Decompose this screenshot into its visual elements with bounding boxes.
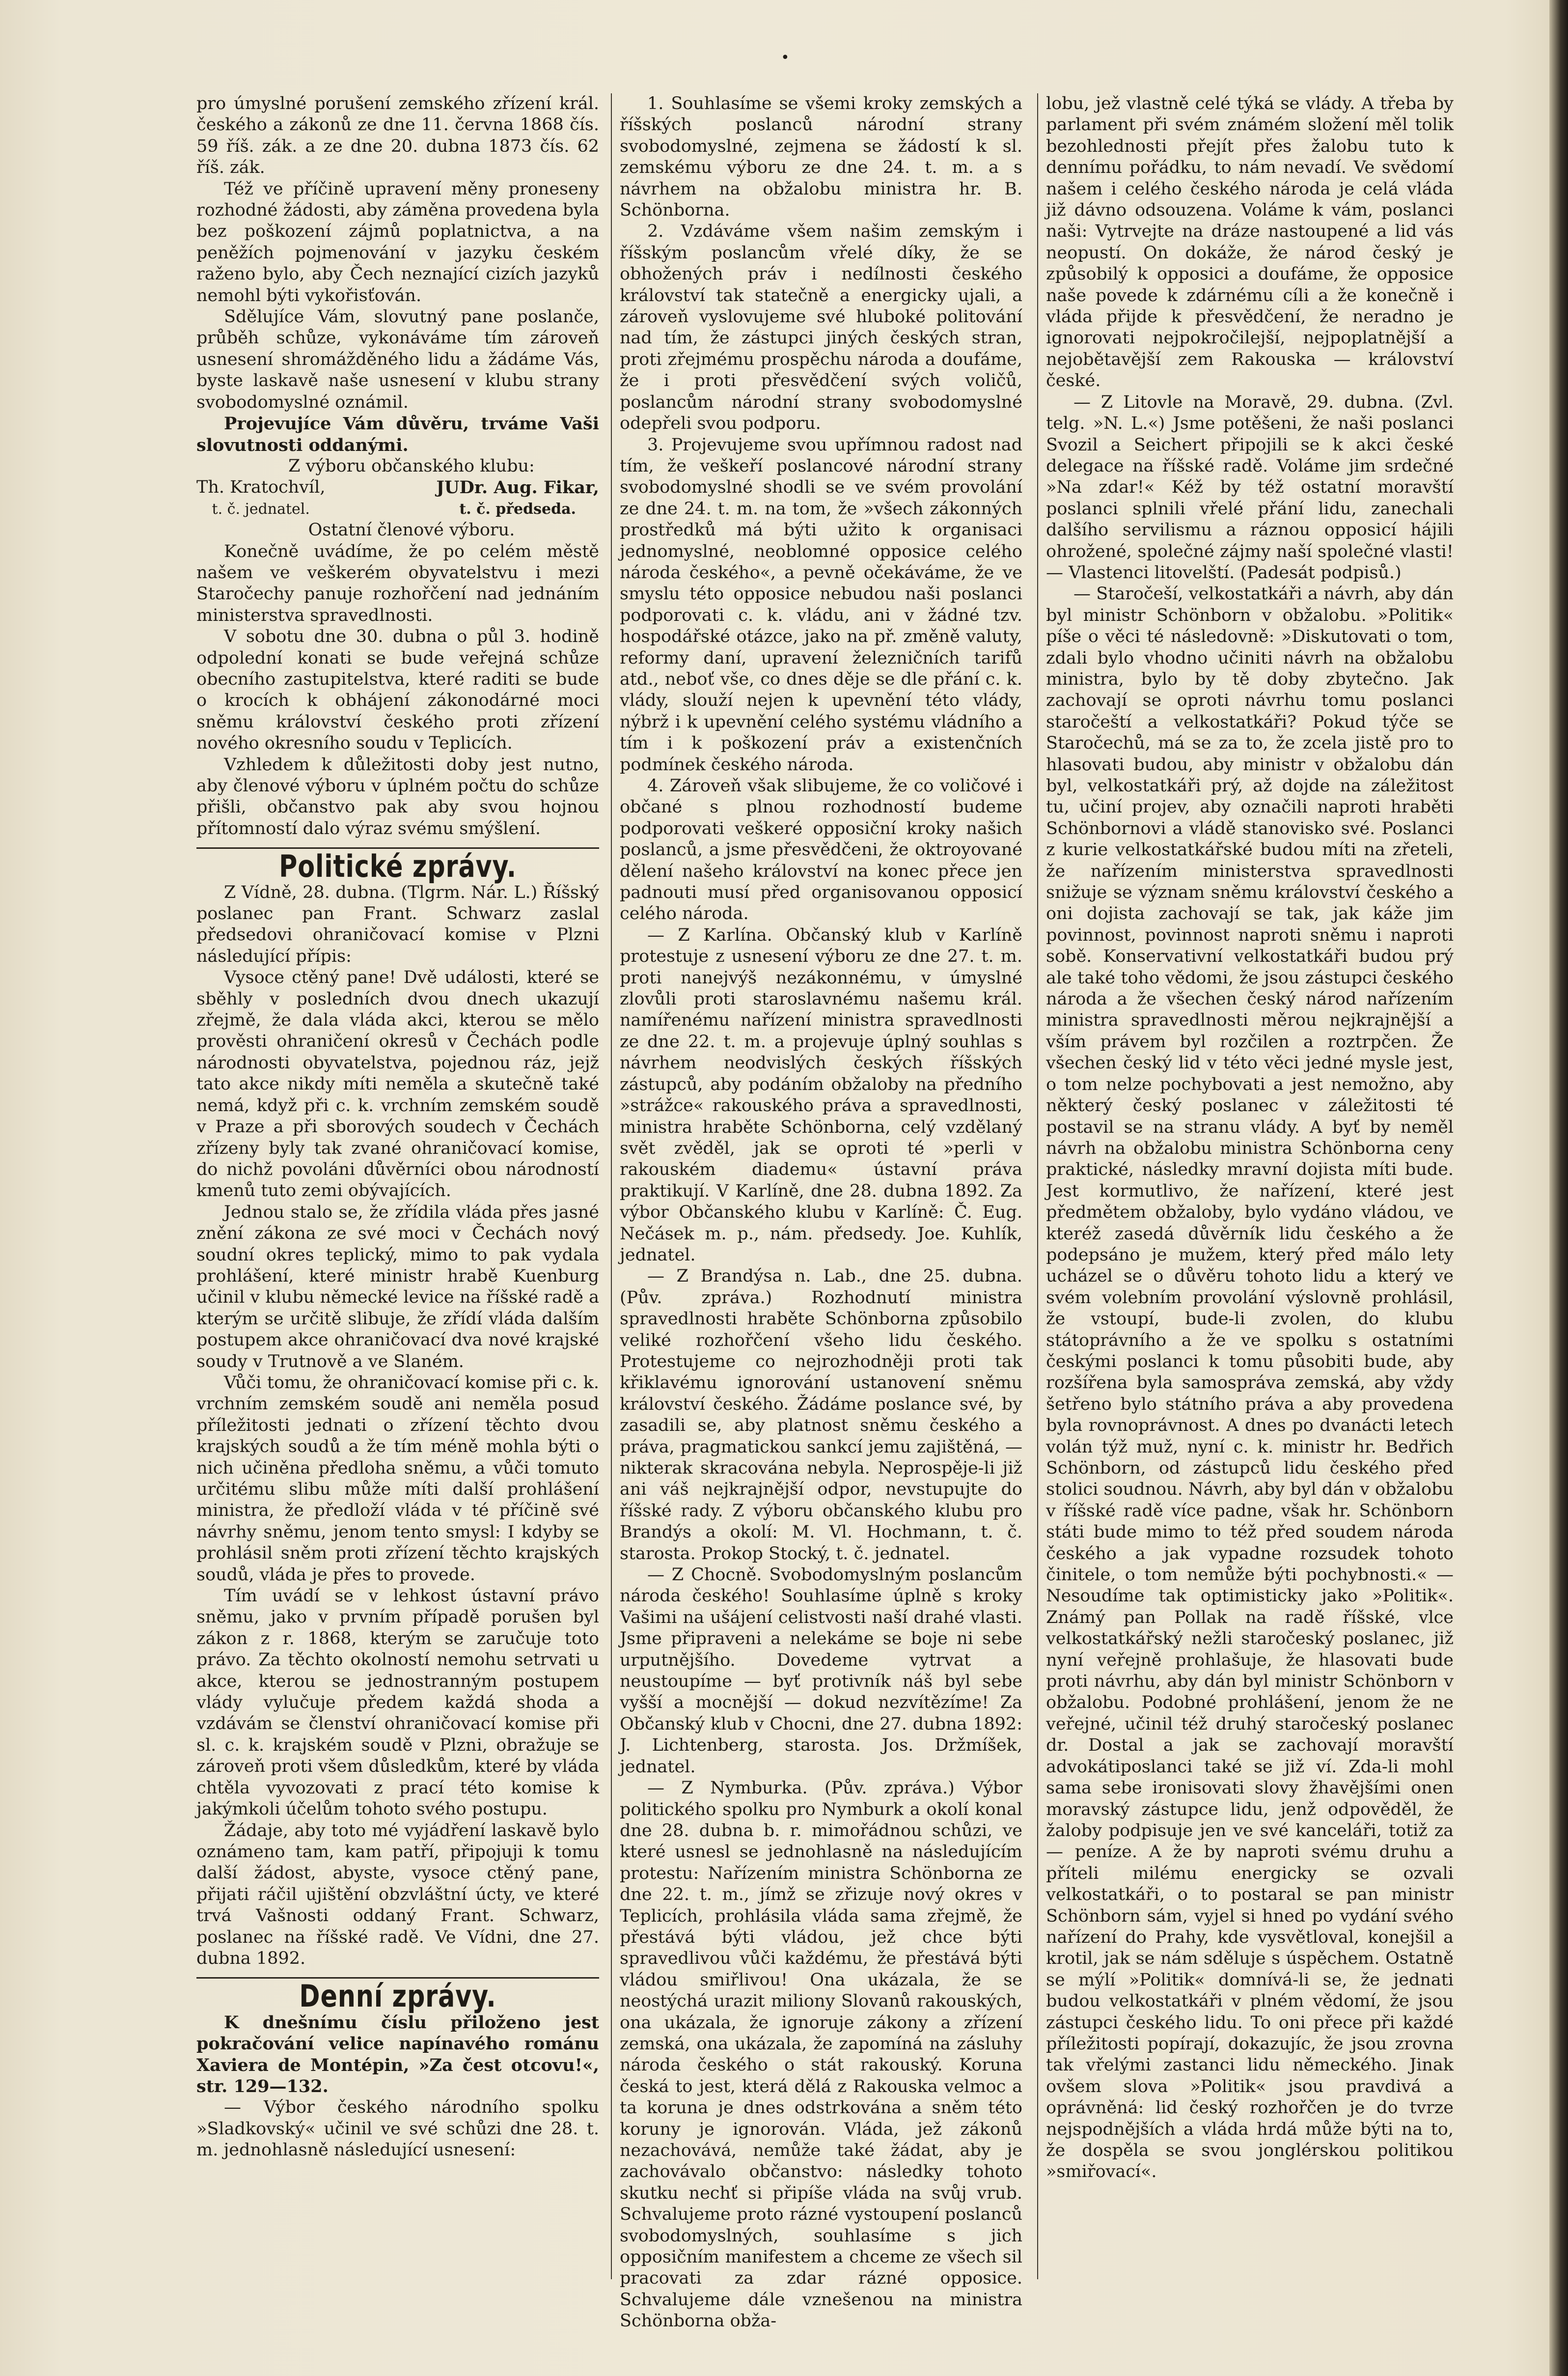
- column-rule: [1037, 93, 1038, 2279]
- article-text: Též ve příčině upravení měny proneseny rozhodné žádosti, aby záměna provedena byla bez poškození zájmů poplatnictva, a na peněžích pojmenování v jazyku českém raženo bylo, aby Čech neznající cizích jazyků nemohl býti vykořisťován.: [196, 179, 599, 306]
- signer-name: Th. Kratochvíl,: [196, 477, 326, 498]
- article-text: pro úmyslné porušení zemského zřízení král. českého a zákonů ze dne 11. června 1868 čís. 59 říš. zák. a ze dne 20. dubna 1873 čís. 62 říš. zák.: [196, 94, 599, 178]
- column-1: [196, 93, 599, 2161]
- article-text: Ostatní členové výboru.: [308, 520, 515, 540]
- article-text: — Staročeší, velkostatkáři a návrh, aby dán byl ministr Schönborn v obžalobu. »Politik« píše o věci té následovně: »Diskutovati o tom, zdali bylo vhodno učiniti návrh na obžalobu ministra, bylo by tě doby zbytečno. Jak zachovají se oproti návrhu tomu poslanci staročeští a velkostatkáři? Pokud týče se Staročechů, má se za to, že zcela jistě pro to hlasovati budou, aby ministr v obžalobu dán byl, velkostatkáři prý, až dojde na záležitost tu, učiní projev, aby označili naproti hraběti Schönbornovi a vládě stanovisko své. Poslanci z kurie velkostatkářské budou míti na zřeteli, že nařízením ministerstva spravedlnosti snižuje se význam sněmu království českého a oni dojista zachovají se tak, jak káže jim povinnost, povinnost naproti sněmu i naproti sobě. Konservativní velkostatkáři budou prý ale také toho vědomi, že jsou zástupci českého národa a že všechen český národ nařízením ministra spravedlnosti měrou nejkrajnější a vším právem byl rozčilen a roztrpčen. Že všechen český lid v této věci jedné mysle jest, o tom nelze pochybovati a jest nemožno, aby některý český poslanec v záležitosti té postavil se na stranu vlády. A byť by neměl návrh na obžalobu ministra Schönborna ceny praktické, následky mravní dojista míti bude. Jest kormutlivo, že nařízení, které jest předmětem obžaloby, bylo vydáno vládou, ve kteréž zasedá důvěrník lidu českého a že podepsáno je mužem, který před málo lety ucházel se o důvěru tohoto lidu a který ve svém volebním provolání výslovně prohlásil, že vstoupí, bude-li zvolen, do klubu státoprávního a že ve spolku s ostatními českými poslanci k tomu působiti bude, aby rozšířena byla samospráva zemská, aby vždy šetřeno bylo státního práva a aby provedena byla rovnoprávnost. A dnes po dvanácti letech volán týž muž, nyní c. k. ministr hr. Bedřich Schönborn, od zástupců lidu českého před stolici soudnou. Návrh, aby byl dán v obžalobu v říšské radě více padne, však hr. Schönborn státi bude mimo to též před soudem národa českého a jak vypadne rozsudek tohoto činitele, o tom nemůže býti pochybnosti.« — Nesoudíme tak optimisticky jako »Politik«. Známý pan Pollak na radě říšské, vlce velkostatkářský nežli staročeský poslanec, již nyní veřejně prohlašuje, že hlasovati bude proti návrhu, aby dán byl ministr Schönborn v obžalobu. Podobné prohlášení, jenom že ne veřejné, učinil též druhý staročeský poslanec dr. Dostal a jak se zachovají moravští advokátiposlanci také se již ví. Zda-li mohl sama sebe ironisovati slovy žhavějšími onen moravský zástupce lidu, jenž odpověděl, že žaloby podpisuje jen ve své kanceláři, totiž za — peníze. A že by naproti svému druhu a příteli milému energicky se ozvali velkostatkáři, o to postaral se pan ministr Schönborn sám, vyjel si hned po vydání svého nařízení do Prahy, kde vysvětloval, konejšil a krotil, jak se nám sděluje s úspěchem. Ostatně se mýlí »Politik« domnívá-li se, že jednati budou velkostatkáři v plném vědomí, že jsou zástupci českého lidu. To oni přece při každé příležitosti popírají, dokazujíc, že jsou zrovna tak vřelými zastanci lidu německého. Jinak ovšem slova »Politik« jsou pravdivá a oprávněná: lid český rozhořčen je do tvrze nejspodnějších a vláda hrdá může býti na to, že dospěla se svou jonglérskou politikou »smiřovací«.: [1046, 584, 1454, 2182]
- article-text: K dnešnímu číslu přiloženo jest pokračování velice napínavého románu Xaviera de Montépin, »Za čest otcovu!«, str. 129—132.: [196, 2012, 599, 2096]
- article-text: — Z Brandýsa n. Lab., dne 25. dubna. (Pův. zpráva.) Rozhodnutí ministra spravedlnosti hraběte Schönborna způsobilo veliké rozhořčení všeho lidu českého. Protestujeme co nejrozhodněji proti tak křiklavému ignorování ustanovení sněmu království českého. Žádáme poslance své, by zasadili se, aby platnost sněmu českého a práva, pragmatickou sankcí jemu zajištěná, — nikterak skracována nebyla. Neprospěje-li již ani váš nejkrajnější odpor, nevstupujte do říšské rady. Z výboru občanského klubu pro Brandýs a okolí: M. Vl. Hochmann, t. č. starosta. Prokop Stocký, t. č. jednatel.: [620, 1266, 1022, 1564]
- article-text: Konečně uvádíme, že po celém městě našem ve veškerém obyvatelstvu i mezi Staročechy panuje rozhořčení nad jednáním ministerstva spravedlnosti.: [196, 541, 599, 625]
- article-text: — Výbor českého národního spolku »Sladkovský« učinil ve své schůzi dne 28. t. m. jednohlasně následující usnesení:: [196, 2097, 599, 2160]
- article-text: Vůči tomu, že ohraničovací komise při c. k. vrchním zemském soudě ani neměla posud příležitosti jednati o zřízení těchto dvou krajských soudů a že tím méně mohla býti o nich učiněna předloha sněmu, a vůči tomuto určitému slibu může míti další prohlášení ministra, že předloží vláda v té příčině své návrhy sněmu, jenom tento smysl: I kdyby se prohlásil sněm proti zřízení těchto krajských soudů, vláda je přes to provede.: [196, 1372, 599, 1585]
- column-rule: [611, 93, 612, 2279]
- article-text: — Z Karlína. Občanský klub v Karlíně protestuje z usnesení výboru ze dne 27. t. m. proti nanejvýš nezákonnému, v úmyslné zlovůli proti staroslavnému našemu král. namířenému nařízení ministra spravedlnosti ze dne 22. t. m. a projevuje úplný souhlas s návrhem neodvislých českých říšských zástupců, aby podáním obžaloby na předního »strážce« rakouského práva a spravedlnosti, ministra hraběte Schönborna, celý vzdělaný svět zvěděl, jak se oproti té »perli v rakouském diademu« ústavní práva praktikují. V Karlíně, dne 28. dubna 1892. Za výbor Občanského klubu v Karlíně: Č. Eug. Nečásek m. p., nám. předsedy. Joe. Kuhlík, jednatel.: [620, 925, 1022, 1265]
- signer-name: JUDr. Aug. Fikar,: [436, 477, 599, 498]
- column-2: [620, 93, 1022, 2332]
- page-mark: •: [781, 49, 790, 66]
- scan-edge: [1549, 0, 1568, 2376]
- article-text: — Z Nymburka. (Pův. zpráva.) Výbor politického spolku pro Nymburk a okolí konal dne 28. dubna b. r. mimořádnou schůzi, ve které usnesl se jednohlasně na následujícím protestu: Nařízením ministra Schönborna ze dne 22. t. m., jímž se zřizuje nový okres v Teplicích, prohlásila vláda sama zřejmě, že přestává býti vládou, jež chce býti spravedlivou vůči každému, že přestává býti vládou smiřlivou! Ona ukázala, že se neostýchá urazit miliony Slovanů rakouských, ona ukázala, že ignoruje zákony a zřízení zemská, ona ukázala, že zapomíná na zásluhy národa českého o stát rakouský. Koruna česká to jest, která dělá z Rakouska velmoc a ta koruna je dnes odstrkována a sněm této koruny je ignorován. Vláda, jež zákonů nezachovává, nemůže také žádat, aby je zachovávalo občanstvo: následky tohoto skutku nechť si připíše vláda na svůj vrub. Schvalujeme proto rázné vystoupení poslanců svobodomyslných, souhlasíme s jich opposičním manifestem a chceme ze všech sil pracovati za zdar rázné opposice. Schvalujeme dále vznešenou na ministra Schönborna obža-: [620, 1778, 1022, 2331]
- article-text: Žádaje, aby toto mé vyjádření laskavě bylo oznámeno tam, kam patří, připojuji k tomu další žádost, abyste, vysoce ctěný pane, přijati ráčil ujištění obzvláštní úcty, ve které trvá Vašnosti oddaný Frant. Schwarz, poslanec na říšské radě. Ve Vídni, dne 27. dubna 1892.: [196, 1820, 599, 1968]
- article-text: Projevujíce Vám důvěru, trváme Vaši slovutnosti oddanými.: [196, 414, 599, 455]
- article-text: Vysoce ctěný pane! Dvě události, které se sběhly v posledních dvou dnech ukazují zřejmě, že dala vláda akci, kterou se mělo prověsti ohraničení okresů v Čechách podle národnosti obyvatelstva, pojednou ráz, jejž tato akce nikdy míti neměla a skutečně také nemá, když při c. k. vrchním zemském soudě v Praze a při sborových soudech v Čechách zřízeny byly tak zvané ohraničovací komise, do nichž povoláni důvěrníci obou národností kmenů tuto zemi obývajících.: [196, 968, 599, 1201]
- article-text: Jednou stalo se, že zřídila vláda přes jasné znění zákona ze své moci v Čechách nový soudní okres teplický, mimo to pak vydala prohlášení, které ministr hrabě Kuenburg učinil v klubu německé levice na říšské radě a kterým se určitě slibuje, že zřídí vláda dalším postupem akce ohraničovací dva nové krajské soudy v Trutnově a ve Slaném.: [196, 1202, 599, 1371]
- section-heading: Denní zprávy.: [299, 1978, 496, 2014]
- article-text: 1. Souhlasíme se všemi kroky zemských a říšských poslanců národní strany svobodomyslné, zejmena se žádostí k sl. zemskému výboru ze dne 24. t. m. a s návrhem na obžalobu ministra hr. B. Schönborna.: [620, 94, 1022, 221]
- article-text: 2. Vzdáváme všem našim zemským i říšským poslancům vřelé díky, že se obhožených práv i nedílnosti českého království tak statečně a energicky ujali, a zároveň vyslovujeme své hluboké politování nad tím, že zástupci jiných českých stran, proti zřejmému prospěchu národa a doufáme, že i proti přesvědčení svých voličů, poslancům národní strany svobodomyslné odepřeli svou podporu.: [620, 222, 1022, 434]
- section-heading: Politické zprávy.: [279, 848, 517, 885]
- article-text: lobu, jež vlastně celé týká se vlády. A třeba by parlament při svém známém složení měl tolik bezohlednosti přejít přes žalobu tuto k dennímu pořádku, to nám nevadí. Ve svědomí našem i celého českého národa je celá vláda již dávno odsouzena. Voláme k vám, poslanci naši: Vytrvejte na dráze nastoupené a lid vás neopustí. On dokáže, že národ český je způsobilý k opposici a doufáme, že opposice naše povede k zdárnému cíli a že konečně i vláda přijde k přesvědčení, že neradno je ignorovati nejpokročilejší, nejpoplatnější a nejobětavější zem Rakouska — království české.: [1046, 94, 1454, 391]
- article-text: Tím uvádí se v lehkost ústavní právo sněmu, jako v prvním případě porušen byl zákon z r. 1868, kterým se zaručuje toto právo. Za těchto okolností nemohu setrvati u akce, kterou se jednostranným postupem vlády vylučuje předem každá shoda a vzdávám se členství ohraničovací komise při sl. c. k. krajském soudě v Plzni, obražuje se zároveň proti všem důsledkům, které by vláda chtěla vyvozovati z prací této komise k jakýmkoli účelům tohoto svého postupu.: [196, 1586, 599, 1819]
- article-text: Vzhledem k důležitosti doby jest nutno, aby členové výboru v úplném počtu do schůze přišli, občanstvo pak aby svou hojnou přítomností dalo výraz svému smýšlení.: [196, 755, 599, 839]
- article-text: Z výboru občanského klubu:: [288, 456, 535, 476]
- article-text: Sdělujíce Vám, slovutný pane poslanče, průběh schůze, vykonáváme tím zároveň usnesení shromážděného lidu a žádáme Vás, byste laskavě naše usnesení v klubu strany svobodomyslné oznámil.: [196, 307, 599, 412]
- signer-title: t. č. jednatel.: [212, 500, 310, 518]
- column-3: [1046, 93, 1454, 2183]
- signature-block: [196, 477, 599, 520]
- article-text: — Z Chocně. Svobodomyslným poslancům národa českého! Souhlasíme úplně s kroky Vašimi na ušájení celistvosti naší drahé vlasti. Jsme připraveni a nelekáme se boje ni sebe urputnějšího. Dovedeme vytrvat a neustoupíme — byť protivník náš byl sebe vyšší a mocnější — dokud nezvítězíme! Za Občanský klub v Chocni, dne 27. dubna 1892: J. Lichtenberg, starosta. Jos. Držmíšek, jednatel.: [620, 1565, 1022, 1777]
- article-text: Z Vídně, 28. dubna. (Tlgrm. Nár. L.) Říšský poslanec pan Frant. Schwarz zaslal předsedovi ohraničovací komise v Plzni následující přípis:: [196, 882, 599, 966]
- article-text: V sobotu dne 30. dubna o půl 3. hodině odpolední konati se bude veřejná schůze obecního zastupitelstva, které raditi se bude o krocích k obhájení zákonodárné moci sněmu království českého proti zřízení nového okresního soudu v Teplicích.: [196, 627, 599, 754]
- signer-title: t. č. předseda.: [459, 500, 576, 518]
- article-text: — Z Litovle na Moravě, 29. dubna. (Zvl. telg. »N. L.«) Jsme potěšeni, že naši poslanci Svozil a Seichert připojili se k akci české delegace na říšské radě. Voláme jim srdečné »Na zdar!« Kéž by též ostatní moravští poslanci splnili vřelé přání lidu, zanechali dalšího servilismu a ráznou opposicí hájili ohrožené, společné zájmy naší společné vlasti! — Vlastenci litovelští. (Padesát podpisů.): [1046, 392, 1454, 583]
- article-text: 4. Zároveň však slibujeme, že co voličové i občané s plnou rozhodností budeme podporovati veškeré opposiční kroky našich poslanců, a jsme přesvědčeni, že oktroyované dělení našeho království na konec přece jen padnouti musí před organisovanou opposicí celého národa.: [620, 776, 1022, 924]
- article-text: 3. Projevujeme svou upřímnou radost nad tím, že veškeří poslancové národní strany svobodomyslné shodli se ve svém provolání ze dne 24. t. m. na tom, že »všech zákonných prostředků má býti užito k organisaci jednomyslné, neoblomné opposice celého národa českého«, a pevně očekáváme, že ve smyslu této opposice nebudou naši poslanci podporovati c. k. vládu, ani v žádné tzv. hospodářské otázce, jako na př. změně valuty, reformy daní, upravení železničních tarifů atd., neboť vše, co dnes děje se dle přání c. k. vlády, slouží nejen k upevnění této vlády, nýbrž i k upevnění celého systému vládního a tím i k poškození práv a existenčních podmínek českého národa.: [620, 435, 1022, 775]
